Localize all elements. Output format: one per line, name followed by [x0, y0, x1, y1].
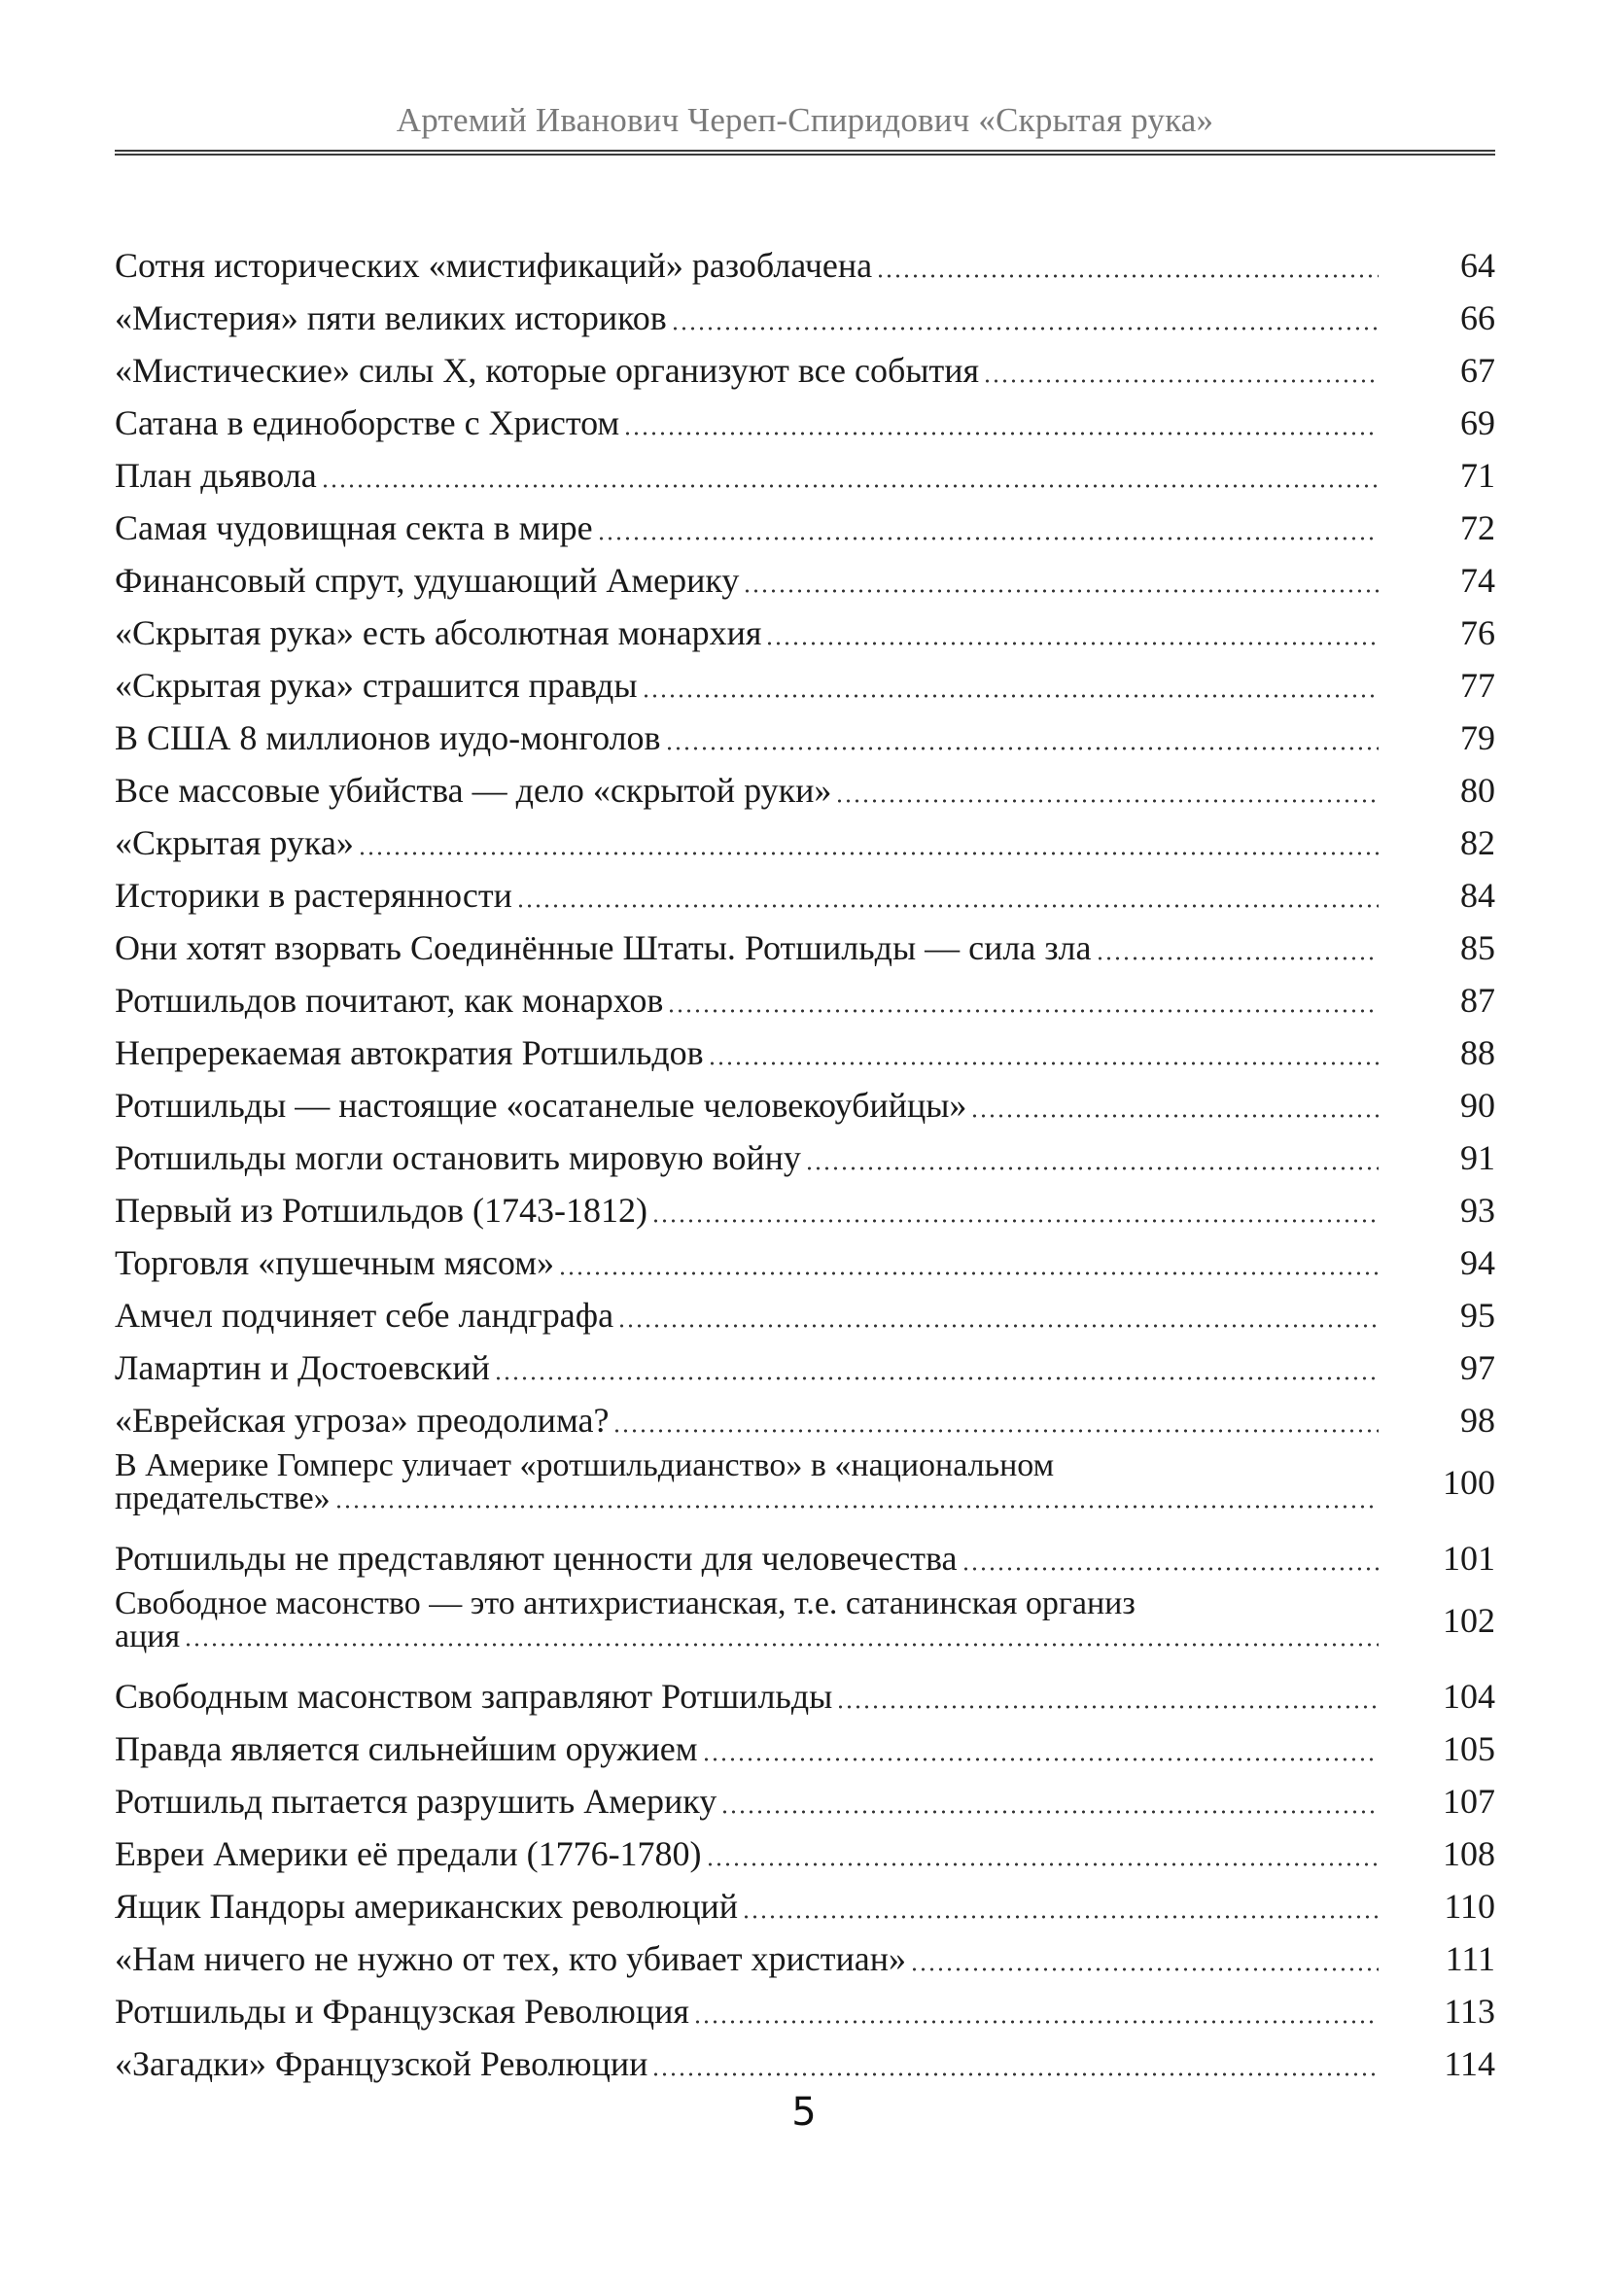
dot-leader [743, 588, 1379, 594]
toc-entry-page: 113 [1444, 1992, 1495, 2031]
toc-entry[interactable] [115, 1335, 1495, 1387]
toc-entry-title: Ротшильды могли остановить мировую войну [115, 1138, 801, 1177]
toc-entry-page: 100 [1443, 1463, 1495, 1502]
toc-entry-page: 71 [1460, 456, 1495, 495]
toc-entry-page: 102 [1443, 1601, 1495, 1640]
toc-entry[interactable] [115, 1525, 1495, 1578]
toc-entry-page: 97 [1460, 1348, 1495, 1387]
toc-entry-page: 93 [1460, 1191, 1495, 1230]
table-of-contents [115, 232, 1495, 2083]
dot-leader [516, 903, 1379, 909]
dot-leader [835, 798, 1379, 804]
dot-leader [765, 641, 1379, 646]
toc-entry[interactable] [115, 810, 1495, 862]
toc-entry-title-line2: ация [115, 1618, 181, 1654]
toc-entry-title: Ротшильды не представляют ценности для человечества [115, 1539, 958, 1578]
dot-leader [651, 1218, 1379, 1224]
dot-leader [642, 693, 1379, 699]
toc-entry[interactable] [115, 915, 1495, 967]
toc-entry-title: Ламартин и Достоевский [115, 1348, 490, 1387]
toc-entry-page: 88 [1460, 1033, 1495, 1072]
dot-leader [617, 1323, 1379, 1329]
toc-entry[interactable] [115, 1125, 1495, 1177]
toc-entry-title: «Скрытая рука» [115, 823, 354, 862]
toc-entry-title: Ящик Пандоры американских революций [115, 1887, 739, 1926]
toc-entry[interactable] [115, 1926, 1495, 1978]
toc-entry-title: «Мистерия» пяти великих историков [115, 298, 667, 337]
dot-leader [983, 378, 1379, 384]
toc-entry-page: 84 [1460, 876, 1495, 915]
toc-entry-title: Финансовый спрут, удушающий Америку [115, 561, 740, 600]
toc-entry-title-line2: предательстве» [115, 1480, 331, 1516]
toc-entry[interactable] [115, 337, 1495, 390]
dot-leader [671, 326, 1379, 331]
toc-entry-title: «Еврейская угроза» преодолима? [115, 1401, 610, 1440]
toc-entry[interactable] [115, 862, 1495, 915]
toc-entry-page: 79 [1460, 718, 1495, 757]
toc-entry-title: Ротшильды и Французская Революция [115, 1992, 689, 2031]
dot-leader [720, 1809, 1379, 1815]
toc-entry-title: Самая чудовищная секта в мире [115, 508, 593, 547]
toc-entry[interactable] [115, 1978, 1495, 2031]
dot-leader [651, 2071, 1379, 2077]
toc-entry-page: 80 [1460, 771, 1495, 810]
toc-entry-page: 77 [1460, 666, 1495, 705]
toc-entry[interactable] [115, 600, 1495, 652]
toc-entry-page: 91 [1460, 1138, 1495, 1177]
toc-entry[interactable] [115, 1282, 1495, 1335]
toc-entry-title: Они хотят взорвать Соединённые Штаты. Ротшильды — сила зла [115, 928, 1092, 967]
toc-entry-page: 66 [1460, 298, 1495, 337]
toc-entry[interactable] [115, 652, 1495, 705]
toc-entry-title: Сатана в единоборстве с Христом [115, 403, 620, 442]
toc-entry-multiline[interactable] [115, 1578, 1495, 1663]
toc-entry[interactable] [115, 390, 1495, 442]
dot-leader [910, 1966, 1379, 1972]
toc-entry[interactable] [115, 1716, 1495, 1768]
toc-entry-title: «Скрытая рука» есть абсолютная монархия [115, 613, 762, 652]
toc-entry[interactable] [115, 1020, 1495, 1072]
dot-leader [665, 746, 1379, 751]
toc-entry-page: 85 [1460, 928, 1495, 967]
toc-entry-title: Историки в растерянности [115, 876, 512, 915]
toc-entry-page: 108 [1443, 1834, 1495, 1873]
dot-leader [836, 1704, 1379, 1710]
dot-leader [706, 1861, 1379, 1867]
toc-entry[interactable] [115, 1072, 1495, 1125]
dot-leader [970, 1113, 1379, 1119]
toc-entry-page: 72 [1460, 508, 1495, 547]
toc-entry-title: Амчел подчиняет себе ландграфа [115, 1296, 614, 1335]
toc-entry-title: Сотня исторических «мистификаций» разоблачена [115, 246, 873, 285]
toc-entry[interactable] [115, 1821, 1495, 1873]
dot-leader [1096, 956, 1379, 961]
toc-entry-page: 95 [1460, 1296, 1495, 1335]
toc-entry[interactable] [115, 547, 1495, 600]
page-number: 5 [791, 2090, 817, 2135]
toc-entry-page: 101 [1443, 1539, 1495, 1578]
toc-entry-page: 76 [1460, 613, 1495, 652]
dot-leader [558, 1270, 1379, 1276]
toc-entry-title: Свободным масонством заправляют Ротшильды [115, 1677, 833, 1716]
toc-entry-multiline[interactable] [115, 1440, 1495, 1525]
toc-entry[interactable] [115, 967, 1495, 1020]
toc-entry[interactable] [115, 232, 1495, 285]
toc-entry-title: В США 8 миллионов иудо-монголов [115, 718, 661, 757]
toc-entry-page: 74 [1460, 561, 1495, 600]
toc-entry-page: 98 [1460, 1401, 1495, 1440]
dot-leader [184, 1642, 1379, 1648]
toc-entry-page: 87 [1460, 981, 1495, 1020]
toc-entry[interactable] [115, 1230, 1495, 1282]
toc-entry-page: 107 [1443, 1782, 1495, 1821]
toc-entry-title: Евреи Америки её предали (1776-1780) [115, 1834, 702, 1873]
toc-entry-title: «Мистические» силы Х, которые организуют все события [115, 351, 980, 390]
dot-leader [805, 1165, 1379, 1171]
dot-leader [702, 1757, 1379, 1762]
dot-leader [494, 1375, 1379, 1381]
dot-leader [358, 851, 1379, 856]
dot-leader [876, 273, 1379, 279]
toc-entry-title: Ротшильдов почитают, как монархов [115, 981, 664, 1020]
toc-entry-page: 110 [1444, 1887, 1495, 1926]
toc-entry-page: 105 [1443, 1729, 1495, 1768]
dot-leader [623, 431, 1379, 436]
toc-entry-title: План дьявола [115, 456, 317, 495]
toc-entry[interactable] [115, 495, 1495, 547]
toc-entry-title-line1: Свободное масонство — это антихристианская, т.е. сатанинская организ [115, 1585, 1136, 1621]
toc-entry[interactable] [115, 1387, 1495, 1440]
toc-entry-title: «Скрытая рука» страшится правды [115, 666, 638, 705]
dot-leader [742, 1914, 1379, 1920]
toc-entry[interactable] [115, 1873, 1495, 1926]
toc-entry[interactable] [115, 1177, 1495, 1230]
dot-leader [612, 1428, 1379, 1434]
toc-entry-title: Первый из Ротшильдов (1743-1812) [115, 1191, 647, 1230]
toc-entry-title: Правда является сильнейшим оружием [115, 1729, 698, 1768]
toc-entry-page: 111 [1445, 1939, 1495, 1978]
toc-entry-title: Все массовые убийства — дело «скрытой руки» [115, 771, 832, 810]
toc-entry[interactable] [115, 705, 1495, 757]
dot-leader [708, 1061, 1379, 1066]
dot-leader [597, 536, 1379, 541]
dot-leader [667, 1008, 1379, 1014]
toc-entry-page: 104 [1443, 1677, 1495, 1716]
toc-entry-title: «Загадки» Французской Революции [115, 2044, 648, 2083]
toc-entry-page: 114 [1444, 2044, 1495, 2083]
toc-entry[interactable] [115, 285, 1495, 337]
toc-entry-page: 69 [1460, 403, 1495, 442]
dot-leader [334, 1504, 1379, 1510]
toc-entry-page: 82 [1460, 823, 1495, 862]
dot-leader [321, 483, 1379, 489]
toc-entry[interactable] [115, 1663, 1495, 1716]
running-header: Артемий Иванович Череп-Спиридович «Скрытая рука» [396, 101, 1214, 139]
toc-entry-page: 94 [1460, 1243, 1495, 1282]
toc-entry-title-line1: В Америке Гомперс уличает «ротшильдианство» в «национальном [115, 1447, 1055, 1483]
toc-entry-title: Ротшильд пытается разрушить Америку [115, 1782, 717, 1821]
toc-entry[interactable] [115, 442, 1495, 495]
toc-entry[interactable] [115, 2031, 1495, 2083]
toc-entry[interactable] [115, 757, 1495, 810]
toc-entry-title: Непререкаемая автократия Ротшильдов [115, 1033, 704, 1072]
toc-entry-title: Ротшильды — настоящие «осатанелые человекоубийцы» [115, 1086, 967, 1125]
header-double-rule [115, 150, 1495, 156]
dot-leader [693, 2019, 1379, 2025]
toc-entry-page: 67 [1460, 351, 1495, 390]
toc-entry-page: 64 [1460, 246, 1495, 285]
dot-leader [961, 1566, 1379, 1572]
toc-entry-page: 90 [1460, 1086, 1495, 1125]
toc-entry-title: «Нам ничего не нужно от тех, кто убивает христиан» [115, 1939, 906, 1978]
toc-entry[interactable] [115, 1768, 1495, 1821]
toc-entry-title: Торговля «пушечным мясом» [115, 1243, 555, 1282]
